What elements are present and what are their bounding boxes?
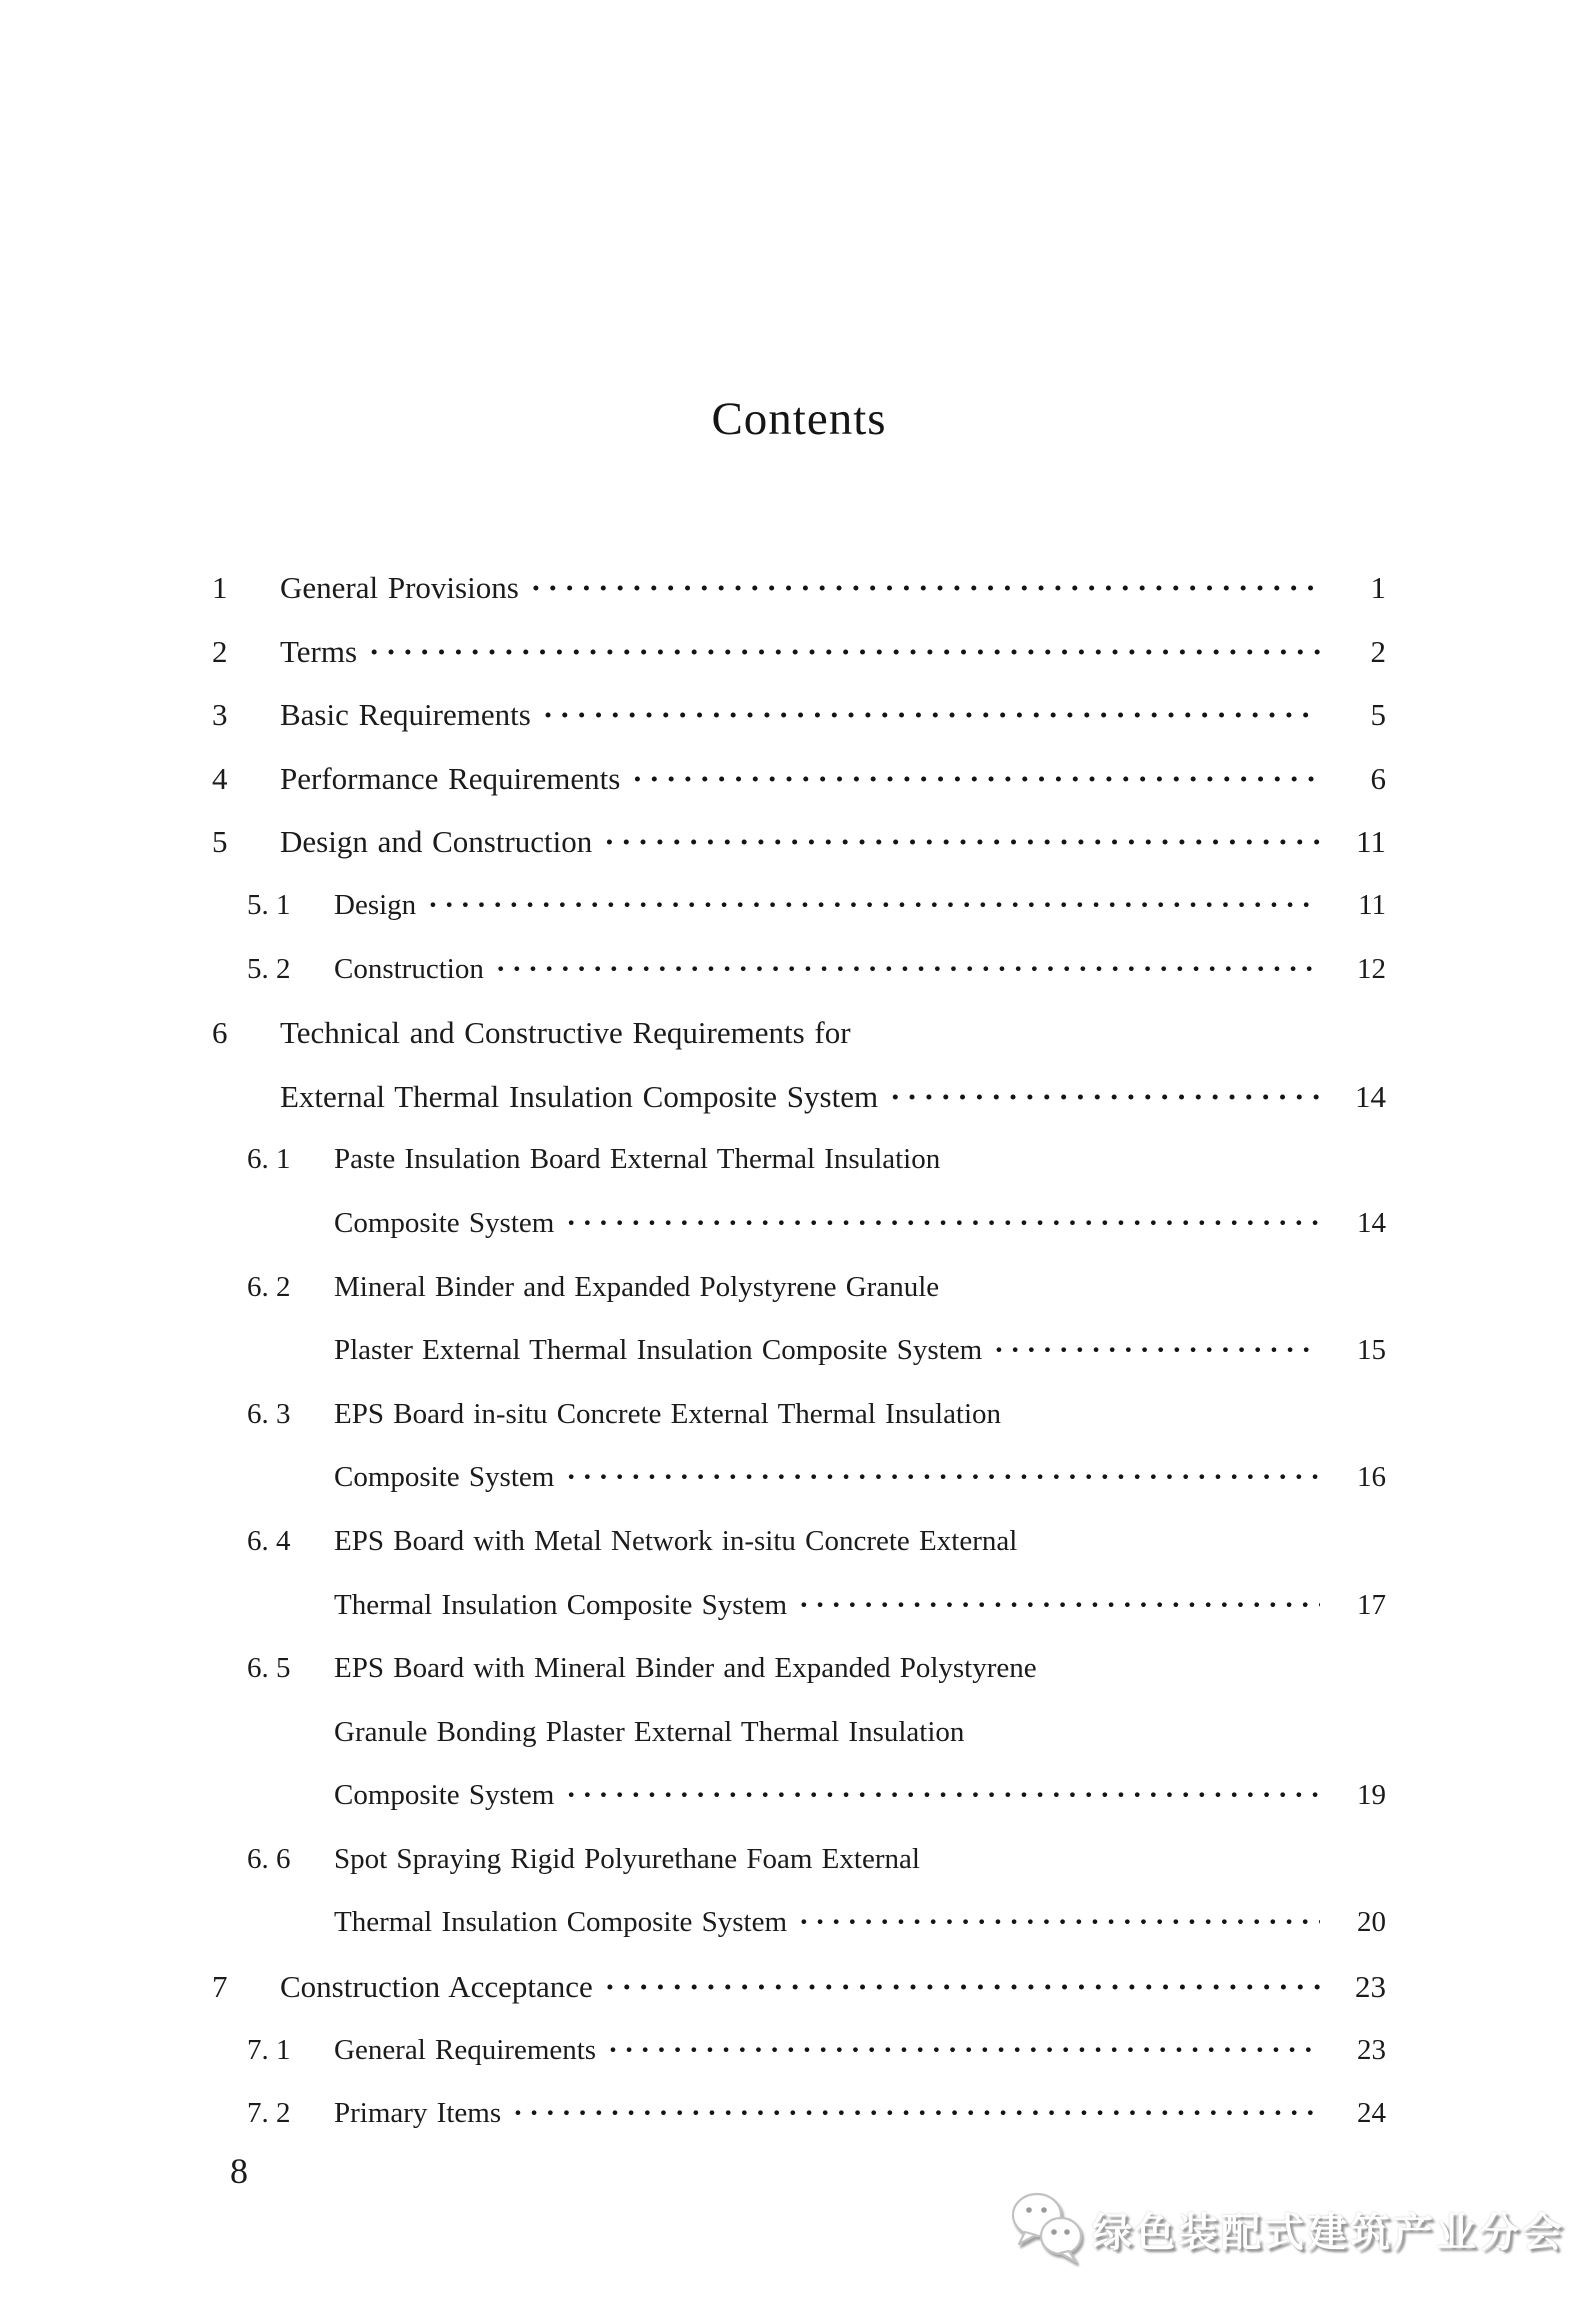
toc-row — [212, 1828, 1386, 1892]
page-number: 12 — [1357, 952, 1386, 985]
toc-row — [212, 747, 1386, 811]
toc-entry-label: Terms — [280, 633, 358, 669]
toc-row — [212, 556, 1386, 620]
dot-leader — [994, 1319, 1320, 1383]
toc-entry-label: Construction Acceptance — [280, 1969, 593, 2005]
toc-entry-label: Granule Bonding Plaster External Thermal Insulation — [334, 1715, 965, 1748]
toc-entry-label: Design — [334, 888, 417, 921]
toc-row — [212, 1701, 1386, 1765]
dot-leader — [531, 556, 1320, 620]
toc-entry-label: Technical and Constructive Requirements for — [280, 1015, 851, 1051]
toc-row-number: 5. 1 — [247, 888, 291, 921]
toc-row-number: 2 — [212, 633, 228, 669]
toc-row — [212, 1319, 1386, 1383]
toc-row — [212, 1764, 1386, 1828]
toc-row — [212, 1065, 1386, 1129]
dot-leader — [799, 1891, 1320, 1955]
toc-entry-label: Composite System — [334, 1461, 555, 1494]
toc-row — [212, 1256, 1386, 1320]
toc-row — [212, 1510, 1386, 1574]
page-folio: 8 — [230, 2151, 248, 2191]
toc-list — [212, 556, 1386, 2146]
dot-leader — [632, 747, 1320, 811]
toc-entry-label: EPS Board with Mineral Binder and Expanded Polystyrene — [334, 1652, 1037, 1685]
dot-leader — [799, 1574, 1320, 1638]
page-number: 24 — [1357, 2097, 1386, 2130]
toc-row — [212, 1128, 1386, 1192]
page-number: 16 — [1357, 1461, 1386, 1494]
dot-leader — [566, 1192, 1320, 1256]
toc-row-number: 7. 2 — [247, 2097, 291, 2130]
page-number: 6 — [1370, 760, 1386, 796]
toc-entry-label: Primary Items — [334, 2097, 502, 2130]
toc-row-number: 6. 5 — [247, 1652, 291, 1685]
toc-entry-label: Mineral Binder and Expanded Polystyrene Granule — [334, 1270, 940, 1303]
toc-row — [212, 2082, 1386, 2146]
toc-entry-label: Design and Construction — [280, 824, 593, 860]
dot-leader — [496, 938, 1320, 1002]
dot-leader — [604, 810, 1320, 874]
page-number: 17 — [1357, 1588, 1386, 1621]
toc-entry-label: Construction — [334, 952, 484, 985]
toc-row-number: 5. 2 — [247, 952, 291, 985]
toc-entry-label: General Provisions — [280, 570, 519, 605]
toc-row-number: 5 — [212, 824, 228, 860]
wechat-icon — [1010, 2190, 1086, 2269]
page-number: 11 — [1356, 824, 1386, 860]
toc-row-number: 7. 1 — [247, 2033, 291, 2066]
toc-entry-label: General Requirements — [334, 2033, 597, 2066]
toc-row — [212, 1001, 1386, 1065]
dot-leader — [428, 874, 1320, 938]
page-title: Contents — [711, 393, 887, 445]
dot-leader — [608, 2019, 1320, 2083]
toc-row — [212, 1891, 1386, 1955]
toc-row — [212, 1574, 1386, 1638]
toc-entry-label: Thermal Insulation Composite System — [334, 1588, 788, 1621]
toc-row-number: 4 — [212, 760, 228, 796]
toc-entry-label: External Thermal Insulation Composite System — [280, 1078, 879, 1114]
page-number: 11 — [1358, 888, 1386, 921]
page-number: 14 — [1355, 1078, 1386, 1114]
toc-row-number: 7 — [212, 1969, 228, 2005]
toc-row — [212, 1446, 1386, 1510]
toc-row — [212, 683, 1386, 747]
dot-leader — [566, 1446, 1320, 1510]
toc-row — [212, 1955, 1386, 2019]
toc-row-number: 6. 1 — [247, 1143, 291, 1176]
dot-leader — [566, 1764, 1320, 1828]
watermark — [1010, 2190, 1565, 2269]
page-number: 20 — [1357, 1906, 1386, 1939]
toc-entry-label: Thermal Insulation Composite System — [334, 1906, 788, 1939]
page-number: 5 — [1370, 697, 1386, 733]
page-number: 2 — [1370, 633, 1386, 669]
toc-row — [212, 1637, 1386, 1701]
page-number: 19 — [1357, 1779, 1386, 1812]
toc-row — [212, 810, 1386, 874]
page-number: 1 — [1370, 570, 1386, 605]
toc-row-number: 1 — [212, 570, 228, 605]
dot-leader — [513, 2082, 1320, 2146]
toc-row-number: 3 — [212, 697, 228, 733]
dot-leader — [369, 620, 1320, 684]
page-number: 15 — [1357, 1334, 1386, 1367]
toc-row — [212, 2019, 1386, 2083]
toc-entry-label: Basic Requirements — [280, 697, 531, 733]
toc-entry-label: Composite System — [334, 1206, 555, 1239]
toc-row-number: 6. 3 — [247, 1397, 291, 1430]
dot-leader — [543, 683, 1320, 747]
toc-entry-label: Performance Requirements — [280, 760, 621, 796]
toc-row-number: 6. 6 — [247, 1842, 291, 1875]
toc-row — [212, 938, 1386, 1002]
page-number: 23 — [1355, 1969, 1386, 2005]
toc-row-number: 6 — [212, 1015, 228, 1051]
toc-entry-label: EPS Board in-situ Concrete External Thermal Insulation — [334, 1397, 1002, 1430]
toc-entry-label: Plaster External Thermal Insulation Composite System — [334, 1334, 983, 1367]
toc-entry-label: Paste Insulation Board External Thermal Insulation — [334, 1143, 941, 1176]
toc-row — [212, 1192, 1386, 1256]
watermark-text: 绿色装配式建筑产业分会 — [1092, 2210, 1565, 2256]
toc-entry-label: Composite System — [334, 1779, 555, 1812]
toc-row — [212, 620, 1386, 684]
toc-entry-label: Spot Spraying Rigid Polyurethane Foam External — [334, 1842, 920, 1875]
toc-row — [212, 1383, 1386, 1447]
toc-row-number: 6. 2 — [247, 1270, 291, 1303]
toc-entry-label: EPS Board with Metal Network in-situ Concrete External — [334, 1524, 1018, 1557]
toc-row — [212, 874, 1386, 938]
dot-leader — [890, 1065, 1320, 1129]
page-number: 23 — [1357, 2033, 1386, 2066]
toc-row-number: 6. 4 — [247, 1524, 291, 1557]
page-number: 14 — [1357, 1206, 1386, 1239]
dot-leader — [605, 1955, 1320, 2019]
